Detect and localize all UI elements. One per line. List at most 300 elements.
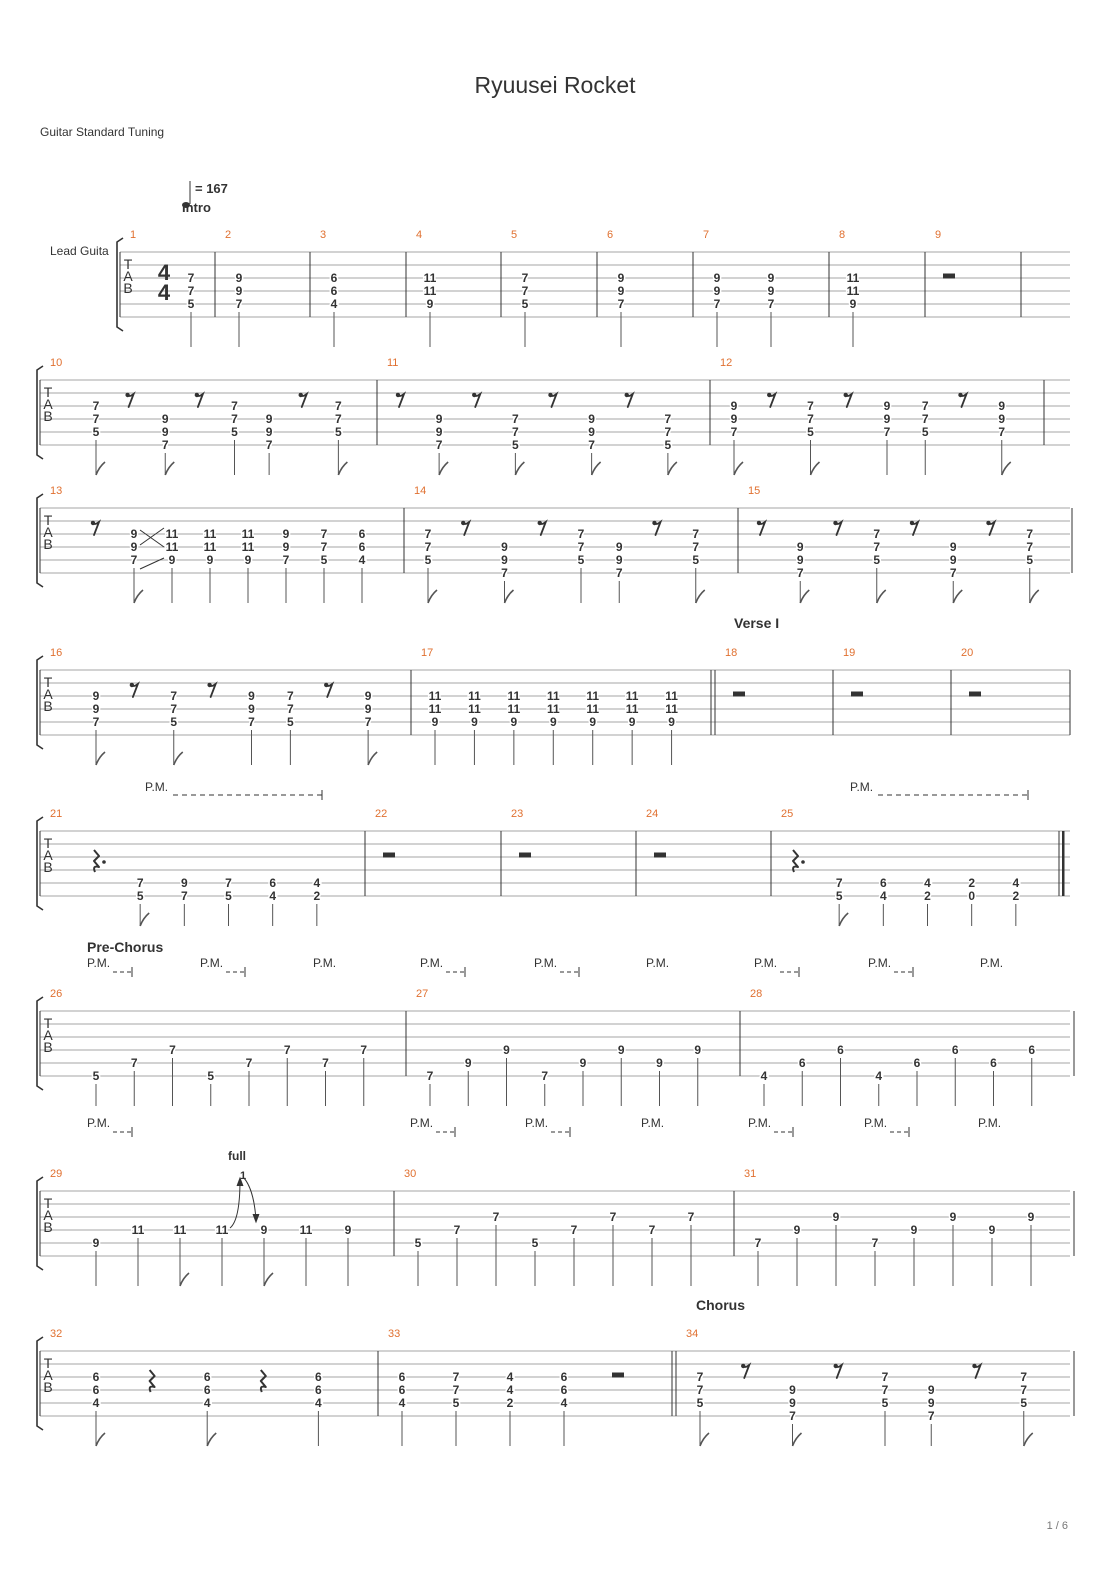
fret-number: 9 <box>364 702 372 716</box>
rest-8-dot <box>652 521 656 525</box>
fret-number: 6 <box>203 1370 211 1384</box>
measure-number: 8 <box>839 229 846 241</box>
fret-number: 5 <box>835 889 843 903</box>
fret-number: 2 <box>968 876 976 890</box>
measure-number: 29 <box>50 1168 63 1180</box>
palm-mute-label: P.M. <box>980 956 1004 970</box>
fret-number: 7 <box>180 889 188 903</box>
rest-8-dot <box>130 683 134 687</box>
fret-number: 11 <box>507 689 521 703</box>
fret-number: 7 <box>617 297 625 311</box>
eighth-flag <box>592 462 601 475</box>
fret-number: 5 <box>335 425 342 439</box>
fret-number: 11 <box>546 702 560 716</box>
fret-number: 11 <box>625 702 639 716</box>
fret-number: 7 <box>921 412 929 426</box>
fret-number: 9 <box>588 425 595 439</box>
tab-clef-letter: B <box>43 1039 53 1055</box>
eighth-flag <box>1024 1433 1033 1446</box>
fret-number: 7 <box>360 1043 368 1057</box>
fret-number: 5 <box>921 425 929 439</box>
measure-number: 2 <box>225 229 232 241</box>
fret-number: 7 <box>1026 540 1034 554</box>
fret-number: 9 <box>282 540 290 554</box>
fret-number: 7 <box>807 399 814 413</box>
fret-number: 9 <box>206 553 214 567</box>
rest-half <box>612 1373 624 1378</box>
eighth-flag <box>96 462 105 475</box>
fret-number: 4 <box>269 889 277 903</box>
palm-mute-label: P.M. <box>200 956 224 970</box>
tab-clef-letter: T <box>43 512 53 528</box>
fret-number: 6 <box>990 1056 997 1070</box>
fret-number: 7 <box>452 1383 460 1397</box>
measure-number: 16 <box>50 647 63 659</box>
rest-qd <box>94 850 99 872</box>
fret-number: 6 <box>951 1043 959 1057</box>
fret-number: 9 <box>949 540 957 554</box>
fret-number: 4 <box>506 1383 514 1397</box>
fret-number: 7 <box>512 425 519 439</box>
fret-number: 7 <box>235 297 243 311</box>
eighth-flag <box>839 913 848 926</box>
measure-number: 9 <box>935 229 942 241</box>
palm-mute-label: P.M. <box>145 780 169 794</box>
measure-number: 11 <box>387 357 399 369</box>
measure-number: 5 <box>511 229 518 241</box>
fret-number: 7 <box>170 702 178 716</box>
score-title: Ryuusei Rocket <box>474 72 636 98</box>
palm-mute-label: P.M. <box>420 956 444 970</box>
fret-number: 7 <box>883 425 891 439</box>
fret-number: 5 <box>807 425 814 439</box>
fret-number: 6 <box>837 1043 844 1057</box>
measure-number: 33 <box>388 1328 401 1340</box>
measure-number: 12 <box>720 357 733 369</box>
rest-8-dot <box>472 393 476 397</box>
fret-number: 6 <box>1028 1043 1036 1057</box>
fret-number: 7 <box>492 1210 500 1224</box>
palm-mute-label: P.M. <box>868 956 892 970</box>
tab-clef-letter: T <box>43 835 53 851</box>
fret-number: 4 <box>330 297 338 311</box>
fret-number: 7 <box>609 1210 617 1224</box>
fret-number: 6 <box>913 1056 921 1070</box>
measure-number: 26 <box>50 988 63 1000</box>
fret-number: 9 <box>426 297 434 311</box>
fret-number: 9 <box>789 1383 796 1397</box>
measure-number: 22 <box>375 808 388 820</box>
fret-number: 6 <box>358 527 366 541</box>
eighth-flag <box>264 1273 273 1286</box>
fret-number: 7 <box>796 566 804 580</box>
fret-number: 6 <box>560 1383 568 1397</box>
fret-number: 7 <box>577 540 585 554</box>
fret-number: 7 <box>265 438 273 452</box>
measure-number: 34 <box>686 1328 699 1340</box>
fret-number: 6 <box>358 540 366 554</box>
eighth-flag <box>96 1433 105 1446</box>
measure-number: 25 <box>781 808 794 820</box>
fret-number: 5 <box>452 1396 460 1410</box>
rest-8-dot <box>195 393 199 397</box>
fret-number: 9 <box>501 553 508 567</box>
fret-number: 9 <box>464 1056 472 1070</box>
fret-number: 6 <box>269 876 277 890</box>
fret-number: 7 <box>541 1069 549 1083</box>
fret-number: 7 <box>424 527 432 541</box>
measure-number: 7 <box>703 229 710 241</box>
fret-number: 7 <box>664 412 672 426</box>
fret-number: 7 <box>161 438 169 452</box>
fret-number: 9 <box>668 715 675 729</box>
fret-number: 11 <box>428 689 442 703</box>
rest-8-dot <box>91 521 95 525</box>
rest-half <box>519 853 531 858</box>
fret-number: 11 <box>131 1223 145 1237</box>
section-label-intro: Intro <box>182 200 211 215</box>
fret-number: 7 <box>187 271 195 285</box>
fret-number: 5 <box>664 438 672 452</box>
rest-8-dot <box>972 1364 976 1368</box>
rest-8-dot <box>741 1364 745 1368</box>
fret-number: 7 <box>927 1409 935 1423</box>
rest-half <box>654 853 666 858</box>
fret-number: 7 <box>835 876 843 890</box>
fret-number: 9 <box>235 271 243 285</box>
fret-number: 4 <box>560 1396 568 1410</box>
measure-number: 30 <box>404 1168 417 1180</box>
fret-number: 6 <box>330 271 338 285</box>
fret-number: 9 <box>796 540 804 554</box>
rest-qd <box>793 850 798 872</box>
fret-number: 5 <box>187 297 195 311</box>
tab-clef-letter: B <box>43 698 53 714</box>
measure-number: 23 <box>511 808 524 820</box>
fret-number: 9 <box>796 553 804 567</box>
fret-number: 9 <box>628 715 636 729</box>
release-arrow <box>244 1178 256 1220</box>
measure-number: 28 <box>750 988 763 1000</box>
fret-number: 5 <box>696 1396 704 1410</box>
fret-number: 7 <box>282 553 290 567</box>
fret-number: 9 <box>793 1223 801 1237</box>
fret-number: 9 <box>789 1396 796 1410</box>
fret-number: 9 <box>431 715 439 729</box>
fret-number: 4 <box>760 1069 768 1083</box>
measure-number: 24 <box>646 808 659 820</box>
fret-number: 7 <box>453 1223 461 1237</box>
fret-number: 11 <box>299 1223 313 1237</box>
measure-number: 14 <box>414 485 427 497</box>
fret-number: 9 <box>910 1223 918 1237</box>
fret-number: 9 <box>282 527 290 541</box>
tab-clef-letter: A <box>43 686 53 702</box>
fret-number: 5 <box>136 889 144 903</box>
eighth-flag <box>953 590 962 603</box>
fret-number: 7 <box>998 425 1006 439</box>
fret-number: 11 <box>203 540 217 554</box>
fret-number: 9 <box>435 425 443 439</box>
rest-q <box>150 1370 155 1392</box>
fret-number: 7 <box>92 412 100 426</box>
fret-number: 5 <box>320 553 328 567</box>
fret-number: 5 <box>424 553 432 567</box>
eighth-flag <box>174 752 183 765</box>
fret-number: 7 <box>231 399 238 413</box>
fret-number: 7 <box>512 412 519 426</box>
eighth-flag <box>811 462 820 475</box>
fret-number: 7 <box>588 438 595 452</box>
fret-number: 9 <box>713 284 721 298</box>
time-signature-top: 4 <box>157 260 171 285</box>
eighth-flag <box>1030 590 1039 603</box>
tab-clef-letter: T <box>43 1015 53 1031</box>
fret-number: 9 <box>617 271 625 285</box>
tempo-value: = 167 <box>195 181 228 196</box>
fret-number: 9 <box>767 271 775 285</box>
fret-number: 4 <box>875 1069 883 1083</box>
measure-number: 6 <box>607 229 614 241</box>
fret-number: 7 <box>424 540 432 554</box>
rest-qd-dot <box>102 860 106 864</box>
fret-number: 5 <box>414 1236 422 1250</box>
rest-8-dot <box>299 393 303 397</box>
measure-number: 20 <box>961 647 974 659</box>
fret-number: 9 <box>767 284 775 298</box>
rest-8-dot <box>986 521 990 525</box>
fret-number: 9 <box>832 1210 840 1224</box>
fret-number: 11 <box>586 689 600 703</box>
fret-number: 9 <box>656 1056 663 1070</box>
release-arrowhead <box>253 1214 259 1222</box>
fret-number: 7 <box>231 412 238 426</box>
fret-number: 11 <box>423 271 437 285</box>
fret-number: 11 <box>846 271 860 285</box>
rest-8-dot <box>324 683 328 687</box>
eighth-flag <box>700 1433 709 1446</box>
tab-clef-letter: T <box>43 384 53 400</box>
fret-number: 9 <box>588 412 595 426</box>
rest-8-dot <box>844 393 848 397</box>
fret-number: 11 <box>468 689 481 703</box>
fret-number: 7 <box>92 399 100 413</box>
fret-number: 11 <box>846 284 860 298</box>
fret-number: 9 <box>471 715 478 729</box>
palm-mute-label: P.M. <box>754 956 778 970</box>
fret-number: 4 <box>315 1396 322 1410</box>
measure-number: 15 <box>748 485 761 497</box>
rest-8-dot <box>833 521 837 525</box>
fret-number: 7 <box>873 540 881 554</box>
fret-number: 7 <box>452 1370 460 1384</box>
fret-number: 7 <box>1026 527 1034 541</box>
fret-number: 6 <box>398 1370 406 1384</box>
fret-number: 7 <box>692 527 700 541</box>
fret-number: 9 <box>579 1056 587 1070</box>
fret-number: 7 <box>335 399 342 413</box>
fret-number: 9 <box>364 689 372 703</box>
fret-number: 11 <box>468 702 481 716</box>
slide-mark <box>140 528 164 547</box>
tab-clef-letter: B <box>43 859 53 875</box>
tab-clef-letter: A <box>123 268 133 284</box>
fret-number: 7 <box>169 1043 176 1057</box>
fret-number: 9 <box>883 412 891 426</box>
fret-number: 7 <box>767 297 775 311</box>
tab-clef-letter: A <box>43 396 53 412</box>
fret-number: 11 <box>428 702 442 716</box>
fret-number: 9 <box>180 876 188 890</box>
fret-number: 9 <box>617 1043 625 1057</box>
fret-number: 9 <box>265 425 273 439</box>
tab-clef-letter: A <box>43 1367 53 1383</box>
fret-number: 9 <box>1027 1210 1035 1224</box>
measure-number: 19 <box>843 647 856 659</box>
rest-8-dot <box>207 683 211 687</box>
fret-number: 7 <box>1020 1383 1028 1397</box>
fret-number: 7 <box>248 715 255 729</box>
fret-number: 11 <box>165 527 179 541</box>
fret-number: 11 <box>215 1223 229 1237</box>
fret-number: 9 <box>615 540 623 554</box>
fret-number: 5 <box>531 1236 539 1250</box>
fret-number: 5 <box>92 1069 100 1083</box>
fret-number: 9 <box>248 689 255 703</box>
fret-number: 5 <box>873 553 881 567</box>
fret-number: 9 <box>849 297 857 311</box>
fret-number: 5 <box>692 553 700 567</box>
fret-number: 9 <box>998 412 1006 426</box>
fret-number: 7 <box>130 1056 138 1070</box>
fret-number: 9 <box>694 1043 702 1057</box>
eighth-flag <box>800 590 809 603</box>
rest-half <box>943 274 955 279</box>
rest-8-dot <box>125 393 129 397</box>
palm-mute-label: P.M. <box>525 1116 549 1130</box>
fret-number: 7 <box>881 1383 889 1397</box>
fret-number: 4 <box>358 553 366 567</box>
fret-number: 4 <box>879 889 887 903</box>
tab-clef-letter: A <box>43 1207 53 1223</box>
fret-number: 9 <box>713 271 721 285</box>
eighth-flag <box>134 590 143 603</box>
instrument-name: Lead Guita <box>50 244 109 258</box>
fret-number: 9 <box>344 1223 352 1237</box>
fret-number: 7 <box>521 284 529 298</box>
fret-number: 5 <box>225 889 232 903</box>
fret-number: 9 <box>130 540 138 554</box>
fret-number: 7 <box>881 1370 889 1384</box>
bend-label: full <box>228 1149 246 1163</box>
tab-clef-letter: T <box>43 1355 53 1371</box>
fret-number: 6 <box>203 1383 211 1397</box>
rest-8-dot <box>757 521 761 525</box>
fret-number: 4 <box>92 1396 100 1410</box>
rest-8-dot <box>625 393 629 397</box>
fret-number: 9 <box>92 702 100 716</box>
fret-number: 6 <box>798 1056 806 1070</box>
fret-number: 9 <box>503 1043 510 1057</box>
fret-number: 4 <box>203 1396 211 1410</box>
palm-mute-label: P.M. <box>646 956 670 970</box>
fret-number: 9 <box>949 553 957 567</box>
tab-clef-letter: A <box>43 524 53 540</box>
measure-number: 3 <box>320 229 327 241</box>
fret-number: 9 <box>949 1210 957 1224</box>
measure-number: 17 <box>421 647 434 659</box>
rest-8-dot <box>834 1364 838 1368</box>
fret-number: 2 <box>924 889 931 903</box>
measure-number: 21 <box>50 808 63 820</box>
rest-half <box>851 692 863 697</box>
palm-mute-label: P.M. <box>87 956 111 970</box>
fret-number: 11 <box>665 689 678 703</box>
fret-number: 7 <box>322 1056 329 1070</box>
fret-number: 4 <box>1012 876 1020 890</box>
fret-number: 7 <box>1020 1370 1028 1384</box>
fret-number: 5 <box>92 425 100 439</box>
fret-number: 9 <box>883 399 891 413</box>
fret-number: 11 <box>165 540 179 554</box>
fret-number: 9 <box>988 1223 996 1237</box>
fret-number: 7 <box>245 1056 253 1070</box>
palm-mute-label: P.M. <box>641 1116 665 1130</box>
rest-8-dot <box>767 393 771 397</box>
fret-number: 7 <box>187 284 195 298</box>
fret-number: 5 <box>881 1396 889 1410</box>
measure-number: 1 <box>130 229 137 241</box>
fret-number: 7 <box>949 566 957 580</box>
fret-number: 7 <box>921 399 929 413</box>
fret-number: 9 <box>998 399 1006 413</box>
eighth-flag <box>368 752 377 765</box>
fret-number: 6 <box>330 284 338 298</box>
fret-number: 5 <box>287 715 294 729</box>
fret-number: 7 <box>320 527 328 541</box>
fret-number: 5 <box>521 297 529 311</box>
tab-clef-letter: A <box>43 1027 53 1043</box>
rest-half <box>969 692 981 697</box>
fret-number: 11 <box>586 702 600 716</box>
fret-number: 2 <box>506 1396 514 1410</box>
fret-number: 11 <box>423 284 437 298</box>
fret-number: 9 <box>617 284 625 298</box>
eighth-flag <box>734 462 743 475</box>
fret-number: 7 <box>730 425 738 439</box>
fret-number: 0 <box>968 889 976 903</box>
fret-number: 4 <box>506 1370 514 1384</box>
fret-number: 5 <box>231 425 238 439</box>
fret-number: 7 <box>225 876 232 890</box>
rest-8-dot <box>548 393 552 397</box>
fret-number: 7 <box>664 425 672 439</box>
fret-number: 11 <box>241 527 255 541</box>
fret-number: 7 <box>364 715 372 729</box>
fret-number: 9 <box>435 412 443 426</box>
fret-number: 9 <box>615 553 623 567</box>
fret-number: 2 <box>313 889 321 903</box>
eighth-flag <box>96 752 105 765</box>
tab-clef-letter: B <box>43 536 53 552</box>
fret-number: 7 <box>692 540 700 554</box>
fret-number: 7 <box>92 715 100 729</box>
bend-amount: 1 <box>240 1170 247 1182</box>
rest-qd-dot <box>801 860 805 864</box>
fret-number: 7 <box>754 1236 762 1250</box>
measure-number: 32 <box>50 1328 63 1340</box>
final-barline-thick <box>1062 831 1065 896</box>
